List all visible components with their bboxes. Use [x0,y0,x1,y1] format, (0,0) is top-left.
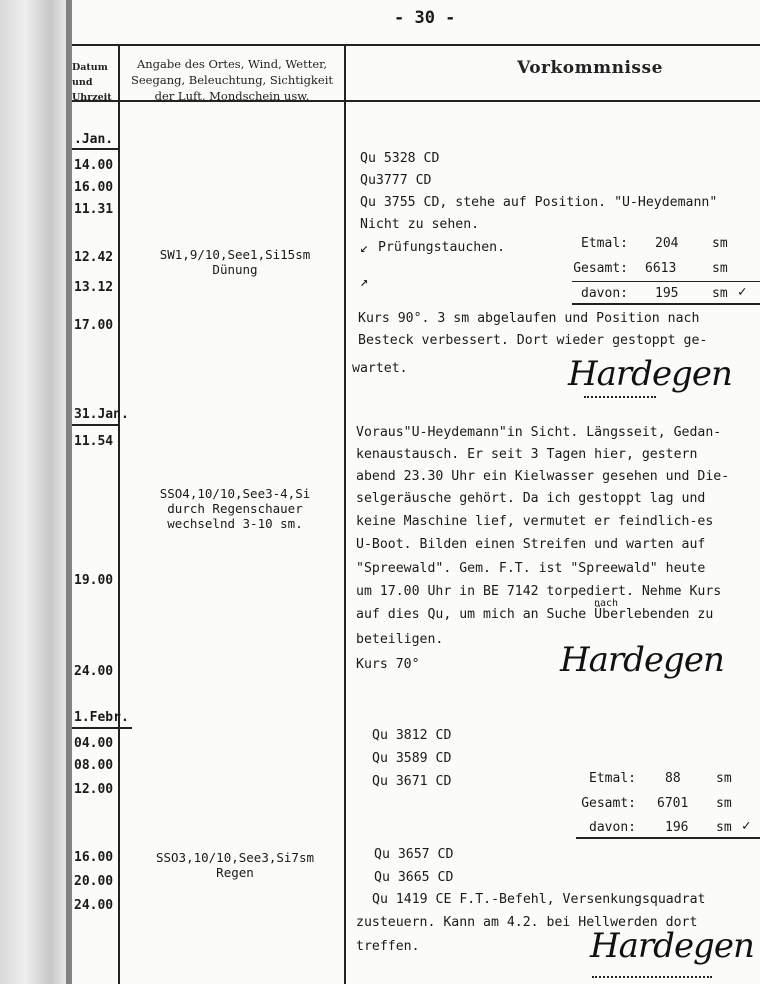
block-1-line-7: Besteck verbessert. Dort wieder gestoppt ge- [358,333,708,348]
col-rule-2 [344,44,346,984]
arrow-mark-2: ↗ [360,274,369,290]
block-3-davon-label: davon: [589,820,636,835]
header-top-rule [72,44,760,46]
header-place: Angabe des Ortes, Wind, Wetter, Seegang, Beleuchtung, Sichtigkeit der Luft, Mondschein usw. [130,57,334,103]
block-1-weather-1: SW1,9/10,See1,Si15sm [159,247,311,262]
block-3-davon-unit: sm [716,820,732,835]
block-1-stats-bottom-rule [572,303,760,305]
block-2-weather-3: wechselnd 3-10 sm. [167,516,303,531]
block-1-line-3: Qu 3755 CD, stehe auf Position. "U-Heydemann" [360,195,718,210]
block-3-line-3: Qu 3671 CD [372,774,452,789]
block-1-date: .Jan. [74,132,114,147]
block-2-line-6: U-Boot. Bilden einen Streifen und warten auf [356,537,706,552]
block-1-time-1: 14.00 [74,158,114,173]
block-2-line-3: abend 23.30 Uhr ein Kielwasser gesehen und Die- [356,469,730,484]
block-1-line-1: Qu 5328 CD [360,151,440,166]
block-2-line-4: selgeräusche gehört. Da ich gestoppt lag und [356,491,706,506]
arrow-mark-1: ↙ [360,240,369,256]
page-number: - 30 - [394,8,456,28]
block-2-line-7: "Spreewald". Gem. F.T. ist "Spreewald" heute [356,561,706,576]
block-1-line-4: Nicht zu sehen. [360,217,480,232]
block-2-weather-1: SSO4,10/10,See3-4,Si [159,486,311,501]
block-1-signature-dots [584,396,656,398]
block-3-line-8: treffen. [356,939,420,954]
block-3-time-1: 04.00 [74,736,114,751]
header-date [72,60,118,105]
block-1-etmal-label: Etmal: [581,236,628,251]
block-3-time-6: 24.00 [74,898,114,913]
header-events: Vorkommnisse [517,58,663,78]
block-3-line-5: Qu 3665 CD [374,870,454,885]
block-1-gesamt-unit: sm [712,261,728,276]
block-1-time-6: 17.00 [74,318,114,333]
block-1-signature: Hardegen [568,354,732,394]
block-1-gesamt-value: 6613 [645,261,677,276]
block-3-date: 1.Febr. [74,710,129,725]
block-1-davon-unit: sm [712,286,728,301]
block-2-weather-2: durch Regenschauer [167,501,303,516]
block-2-line-5: keine Maschine lief, vermutet er feindlich-es [356,514,714,529]
block-3-stats-bottom-rule [576,837,760,839]
date-underline-1 [72,148,118,150]
block-3-line-4: Qu 3657 CD [374,847,454,862]
block-2-line-11: Kurs 70° [356,657,420,672]
check-mark-1: ✓ [738,284,747,300]
block-3-line-7: zusteuern. Kann am 4.2. bei Hellwerden dort [356,915,698,930]
block-2-signature: Hardegen [560,640,724,680]
block-2-line-8: um 17.00 Uhr in BE 7142 torpediert. Nehme Kurs [356,584,722,599]
block-3-signature-dots [592,976,712,978]
block-2-line-1: Voraus"U-Heydemann"in Sicht. Längsseit, Gedan- [356,425,722,440]
block-1-time-4: 12.42 [74,250,114,265]
block-3-gesamt-label: Gesamt: [581,796,636,811]
block-2-time-1: 11.54 [74,434,114,449]
block-2-line-9: auf dies Qu, um mich an Suche Überlebenden zu [356,607,714,622]
block-3-gesamt-unit: sm [716,796,732,811]
block-3-line-2: Qu 3589 CD [372,751,452,766]
block-3-gesamt-value: 6701 [657,796,689,811]
block-3-etmal-unit: sm [716,771,732,786]
block-2-insert-word: nach [594,598,619,609]
block-1-time-2: 16.00 [74,180,114,195]
block-2-line-2: kenaustausch. Er seit 3 Tagen hier, gestern [356,447,698,462]
check-mark-2: ✓ [742,818,751,834]
header-date-line-1: Datum [72,62,108,73]
block-3-etmal-label: Etmal: [589,771,636,786]
block-1-line-8: wartet. [352,361,408,376]
header-date-line-2: und [72,77,93,88]
block-3-time-2: 08.00 [74,758,114,773]
block-3-weather-2: Regen [216,865,254,880]
block-1-stats-top-rule [572,281,760,282]
block-1-time-5: 13.12 [74,280,114,295]
block-3-time-4: 16.00 [74,850,114,865]
block-2-time-3: 24.00 [74,664,114,679]
block-1-davon-value: 195 [655,286,679,301]
block-1-weather-2: Dünung [212,262,258,277]
block-3-time-3: 12.00 [74,782,114,797]
binding-strip [0,0,72,984]
block-3-time-5: 20.00 [74,874,114,889]
block-3-weather-1: SSO3,10/10,See3,Si7sm [155,850,315,865]
block-3-line-1: Qu 3812 CD [372,728,452,743]
block-1-davon-label: davon: [581,286,628,301]
block-2-date: 31.Jan. [74,407,129,422]
block-3-davon-value: 196 [665,820,689,835]
block-2-time-2: 19.00 [74,573,114,588]
block-1-line-6: Kurs 90°. 3 sm abgelaufen und Position nach [358,311,700,326]
block-2-line-10: beteiligen. [356,632,444,647]
header-date-line-3: Uhrzeit [72,92,112,103]
block-1-etmal-value: 204 [655,236,679,251]
block-1-time-3: 11.31 [74,202,114,217]
block-1-line-2: Qu3777 CD [360,173,432,188]
block-3-signature: Hardegen [590,926,754,966]
col-rule-1 [118,44,120,984]
block-1-etmal-unit: sm [712,236,728,251]
date-underline-3 [72,727,132,729]
block-1-gesamt-label: Gesamt: [573,261,628,276]
date-underline-2 [72,424,118,426]
block-3-line-6: Qu 1419 CE F.T.-Befehl, Versenkungsquadrat [372,892,706,907]
block-1-line-5: Prüfungstauchen. [378,240,506,255]
block-3-etmal-value: 88 [665,771,681,786]
